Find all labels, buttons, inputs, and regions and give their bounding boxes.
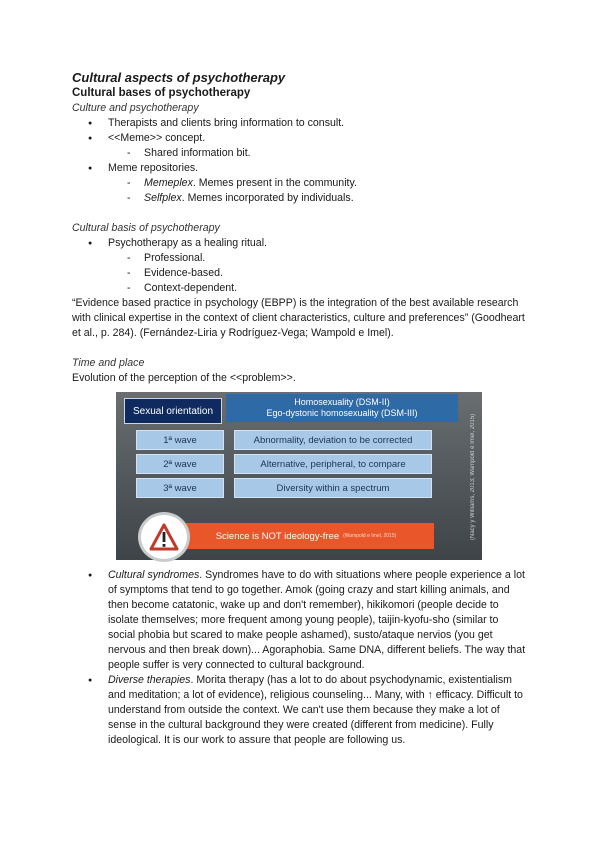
slide-header-right (226, 394, 458, 422)
sub-bullet-item (72, 191, 528, 206)
culture-bullets (72, 116, 528, 206)
term-cultural-syndromes: Cultural syndromes (108, 569, 200, 581)
syndrome-bullets (72, 568, 528, 748)
subheading-culture: Culture and psychotherapy (72, 102, 199, 114)
sub-bullet-item: - Context-dependent. (72, 281, 528, 296)
subheading-time-place: Time and place (72, 357, 145, 369)
slide-header-line: Ego-dystonic homosexuality (DSM-III) (266, 408, 418, 418)
bullet-item: ● <<Meme>> concept. (72, 131, 528, 146)
banner-text: Science is NOT ideology-free (215, 530, 340, 542)
bullet-item (72, 673, 528, 748)
term-desc: . Memes incorporated by individuals. (181, 192, 354, 204)
document-title: Cultural aspects of psychotherapy (72, 70, 286, 85)
sub-bullet-item: - Shared information bit. (72, 146, 528, 161)
document-page (72, 70, 528, 748)
wave-description: Abnormality, deviation to be corrected (234, 430, 432, 450)
banner-citation: (Wampold e Imel, 2015) (343, 532, 397, 539)
wave-description: Alternative, peripheral, to compare (234, 454, 432, 474)
wave-description: Diversity within a spectrum (234, 478, 432, 498)
wave-label: 3ª wave (136, 478, 224, 498)
science-banner (178, 523, 434, 549)
bullet-item: ● Therapists and clients bring information to consult. (72, 116, 528, 131)
wave-label: 2ª wave (136, 454, 224, 474)
bullet-text: . Syndromes have to do with situations where people experience a lot of symptoms that tend to go together. Amok (going crazy and start killing animals, and then become catatonic, wake up and don't remember), hikikomori (people decide to isolate themselves; more frequent among young people), taijin-kyofu-sho (similar to social phobia but scared to make people ashamed), susto/ataque nervios (you get nervous and then break down)... Agoraphobia. Same DNA, different beliefs. The way that people suffer is very connected to cultural background. (108, 569, 526, 671)
sub-bullet-item: - Professional. (72, 251, 528, 266)
term-selfplex: Selfplex (144, 192, 182, 204)
bullet-item (72, 568, 528, 673)
warning-icon (138, 512, 190, 562)
term-desc: . Memes present in the community. (192, 177, 357, 189)
ebpp-quote: “Evidence based practice in psychology (EBPP) is the integration of the best available research with clinical expertise in the context of client characteristics, culture and preferences” (Goodheart et al., p. 284). (Fernández-Liria y Rodríguez-Vega; Wampold e Imel). (72, 297, 525, 339)
subheading-cultural-basis: Cultural basis of psychotherapy (72, 222, 220, 234)
bullet-item: ● Meme repositories. (72, 161, 528, 176)
evolution-intro: Evolution of the perception of the <<problem>>. (72, 372, 296, 384)
slide-header-left: Sexual orientation (124, 398, 222, 424)
basis-bullets (72, 236, 528, 296)
bullet-text: . Morita therapy (has a lot to do about psychodynamic, existentialism and meditation; a lot of evidence), religious counseling... Many, with ↑ efficacy. Difficult to understand from outside the context. We can't use them because they make a lot of sense in the cultural background they were created (different from medicine). Fully ideological. It is our work to assure that people are following us. (108, 674, 523, 746)
term-memeplex: Memeplex (144, 177, 193, 189)
wave-label: 1ª wave (136, 430, 224, 450)
bullet-item: ● Psychotherapy as a healing ritual. (72, 236, 528, 251)
section-heading: Cultural bases of psychotherapy (72, 87, 251, 99)
sub-bullet-item (72, 176, 528, 191)
slide-side-citation: (Nacy y Williams, 2013; Wampold e Imel, 2015) (470, 413, 476, 541)
slide-header-line: Homosexuality (DSM-II) (294, 397, 390, 407)
sexual-orientation-slide (116, 392, 482, 560)
term-diverse-therapies: Diverse therapies (108, 674, 191, 686)
sub-bullet-item: - Evidence-based. (72, 266, 528, 281)
